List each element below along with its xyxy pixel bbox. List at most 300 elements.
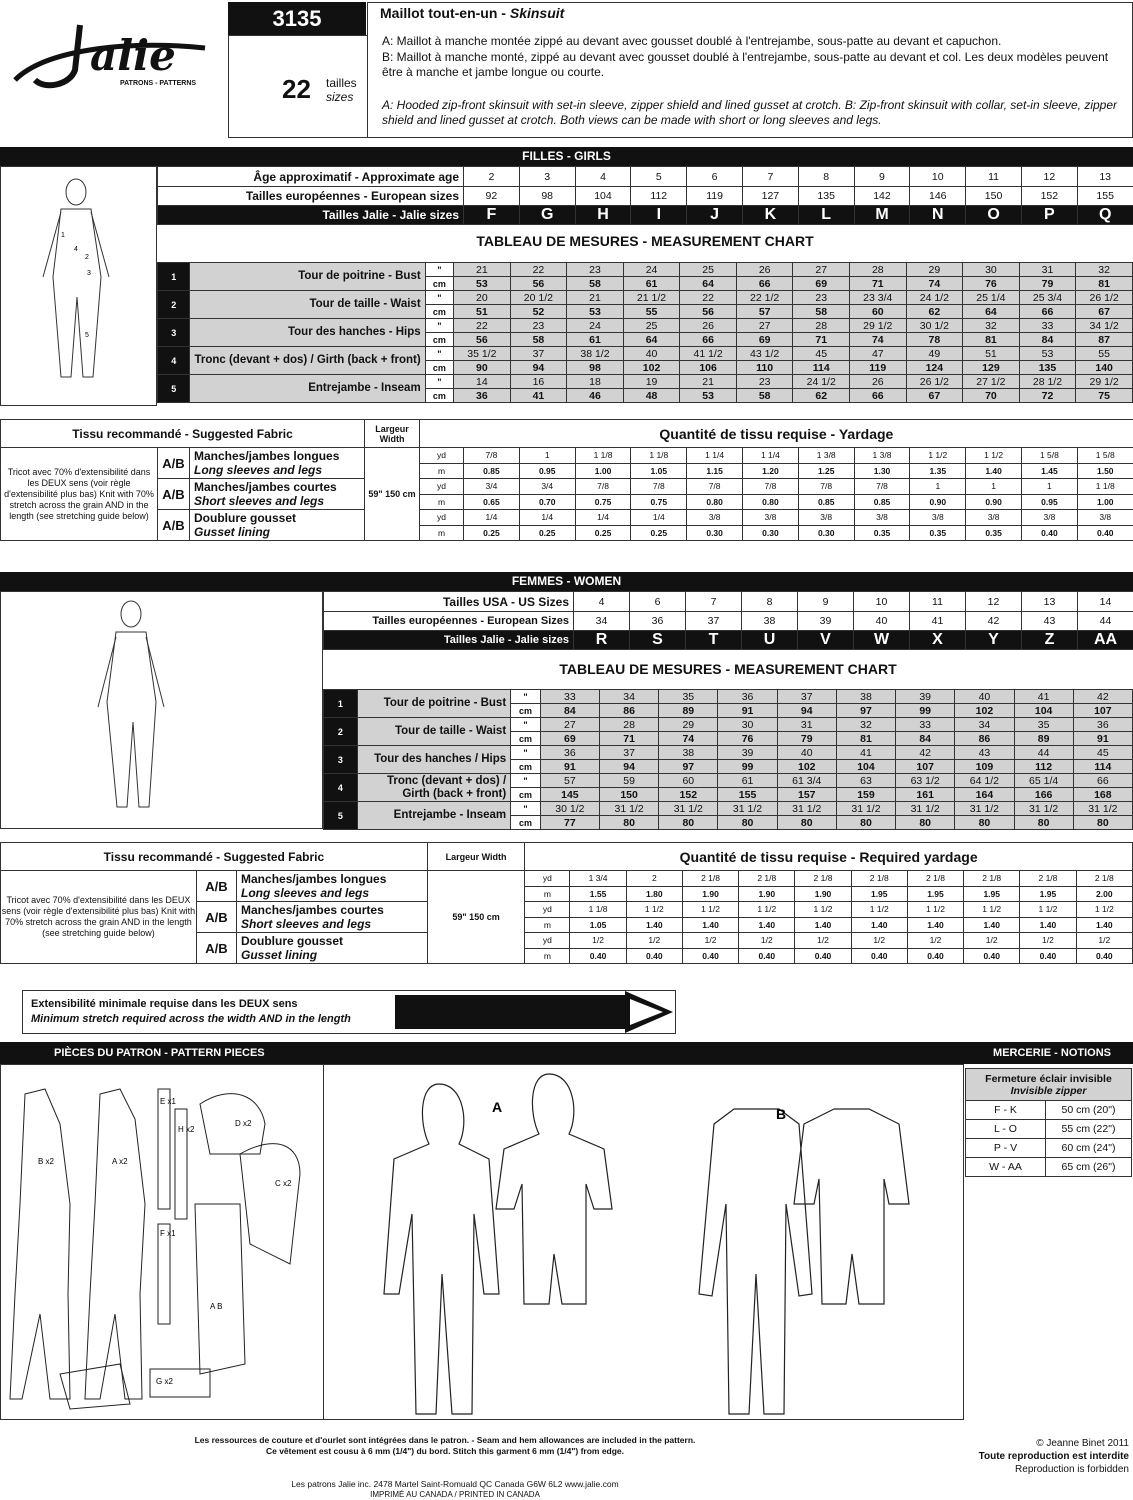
- yardage-cell: 0.30: [687, 525, 743, 541]
- measurement-cell: 53: [680, 389, 737, 403]
- measurement-label: Tour des hanches / Hips: [357, 746, 510, 774]
- piece-e-label: E x1: [160, 1097, 177, 1106]
- yardage-cell: 0.75: [631, 494, 687, 510]
- measurement-cell: 80: [659, 816, 718, 830]
- measurement-cell: 24 1/2: [906, 291, 963, 305]
- measurement-cell: 26: [850, 375, 907, 389]
- measurement-cell: 66: [736, 277, 793, 291]
- measurement-cell: 159: [836, 788, 895, 802]
- measurement-cell: 37: [510, 347, 567, 361]
- measurement-cell: 69: [793, 277, 850, 291]
- yardage-cell: 0.80: [743, 494, 799, 510]
- measurement-row: [158, 347, 1133, 361]
- unit-label: cm: [425, 361, 453, 375]
- measurement-cell: 38: [836, 690, 895, 704]
- measurement-cell: 58: [793, 305, 850, 319]
- suggested-fabric-title: Tissu recommandé - Suggested Fabric: [1, 420, 365, 448]
- measurement-cell: 23: [510, 319, 567, 333]
- measurement-row: [324, 746, 1133, 760]
- measurement-cell: 80: [1014, 816, 1073, 830]
- measurement-cell: 75: [1076, 389, 1133, 403]
- measurement-cell: 51: [963, 347, 1020, 361]
- measurement-cell: 71: [793, 333, 850, 347]
- yardage-cell: 1/2: [1020, 933, 1076, 949]
- measurement-cell: 18: [567, 375, 624, 389]
- row-number: 4: [324, 774, 358, 802]
- yardage-cell: 1/2: [964, 933, 1020, 949]
- yardage-cell: 0.40: [851, 948, 907, 964]
- unit-label: cm: [425, 389, 453, 403]
- title: [380, 5, 564, 21]
- girls-fabric-table: [0, 419, 1133, 541]
- yardage-cell: 1/2: [570, 933, 626, 949]
- yardage-cell: 3/8: [910, 510, 966, 526]
- measurement-cell: 25: [623, 319, 680, 333]
- width-label: Largeur Width: [427, 843, 524, 871]
- measurement-cell: 166: [1014, 788, 1073, 802]
- body-figure-icon: [1, 592, 322, 828]
- row-number: 5: [324, 802, 358, 830]
- measurement-cell: 38: [659, 746, 718, 760]
- yardage-cell: 1 1/4: [743, 448, 799, 464]
- unit-label: yd: [525, 871, 570, 887]
- measurement-cell: 135: [1019, 361, 1076, 375]
- svg-text:alie: alie: [90, 31, 176, 80]
- measurement-cell: 74: [850, 333, 907, 347]
- yardage-cell: 0.40: [1076, 948, 1132, 964]
- measurement-row: [158, 263, 1133, 277]
- unit-label: yd: [525, 902, 570, 918]
- measurement-cell: 34: [599, 690, 658, 704]
- row-number: 5: [158, 375, 190, 403]
- measurement-cell: 31: [1019, 263, 1076, 277]
- yardage-cell: 1/4: [631, 510, 687, 526]
- yardage-desc-en: Long sleeves and legs: [241, 886, 370, 900]
- measurement-cell: 102: [955, 704, 1014, 718]
- sizes-fr: tailles: [326, 76, 357, 90]
- measurement-cell: 42: [896, 746, 955, 760]
- yardage-cell: 1.40: [851, 917, 907, 933]
- yardage-cell: 7/8: [743, 479, 799, 495]
- yardage-desc: [237, 933, 428, 964]
- yardage-cell: 0.90: [910, 494, 966, 510]
- measurement-cell: 86: [955, 732, 1014, 746]
- measurement-cell: 84: [1019, 333, 1076, 347]
- yardage-cell: 0.40: [1077, 525, 1133, 541]
- yardage-cell: 0.40: [795, 948, 851, 964]
- measurement-cell: 41: [836, 746, 895, 760]
- view-label: A/B: [196, 933, 236, 964]
- measurement-cell: 31 1/2: [718, 802, 777, 816]
- measurement-cell: 62: [793, 389, 850, 403]
- measurement-cell: 80: [599, 816, 658, 830]
- women-bar: FEMMES - WOMEN: [0, 572, 1133, 591]
- measurement-cell: 71: [599, 732, 658, 746]
- yardage-cell: 2: [626, 871, 682, 887]
- unit-label: cm: [511, 816, 541, 830]
- yardage-cell: 2 1/8: [682, 871, 738, 887]
- knit-description: Tricot avec 70% d'extensibilité dans les DEUX sens (voir règle d'extensibilité plus bas) Knit with 70% stretch across the grain AND in the length (see stretching guide below): [1, 448, 158, 541]
- yardage-cell: 1.40: [907, 917, 963, 933]
- measurement-cell: 20: [454, 291, 511, 305]
- measurement-cell: 91: [1073, 732, 1132, 746]
- measurement-cell: 29 1/2: [850, 319, 907, 333]
- girls-measurement-table: [157, 262, 1133, 403]
- yardage-cell: 1.00: [1077, 494, 1133, 510]
- measurement-cell: 87: [1076, 333, 1133, 347]
- unit-label: ": [425, 319, 453, 333]
- measurement-cell: 21: [454, 263, 511, 277]
- measurement-cell: 80: [955, 816, 1014, 830]
- measurement-cell: 112: [1014, 760, 1073, 774]
- yardage-cell: 1.95: [1020, 886, 1076, 902]
- yardage-row: [1, 871, 1133, 887]
- yardage-cell: 1 5/8: [1077, 448, 1133, 464]
- unit-label: m: [525, 917, 570, 933]
- measurement-cell: 86: [599, 704, 658, 718]
- unit-label: cm: [425, 305, 453, 319]
- title-en: Skinsuit: [509, 5, 565, 21]
- measurement-label: Tour de taille - Waist: [190, 291, 425, 319]
- yardage-desc-en: Gusset lining: [241, 948, 318, 962]
- measurement-cell: 56: [680, 305, 737, 319]
- measurement-cell: 51: [454, 305, 511, 319]
- yardage-cell: 0.40: [964, 948, 1020, 964]
- row-number: 2: [158, 291, 190, 319]
- yardage-cell: 1 1/2: [739, 902, 795, 918]
- yardage-cell: 0.40: [626, 948, 682, 964]
- measurement-cell: 21: [567, 291, 624, 305]
- yardage-cell: 3/8: [1077, 510, 1133, 526]
- yardage-cell: 1.35: [910, 463, 966, 479]
- unit-label: m: [420, 525, 464, 541]
- yardage-cell: 3/8: [854, 510, 910, 526]
- measurement-cell: 41: [510, 389, 567, 403]
- unit-label: m: [420, 463, 464, 479]
- yardage-cell: 2 1/8: [964, 871, 1020, 887]
- measurement-cell: 40: [623, 347, 680, 361]
- yardage-cell: 1 1/4: [687, 448, 743, 464]
- pieces-bar: [0, 1042, 1133, 1064]
- notion-row: F - K 50 cm (20"): [966, 1101, 1132, 1120]
- yardage-cell: 1 1/2: [1076, 902, 1132, 918]
- yardage-desc-fr: Doublure gousset: [194, 511, 297, 525]
- yardage-cell: 7/8: [631, 479, 687, 495]
- measurement-cell: 57: [736, 305, 793, 319]
- measurement-cell: 31 1/2: [955, 802, 1014, 816]
- view-a-label: A: [492, 1099, 503, 1115]
- measurement-cell: 25: [680, 263, 737, 277]
- width-label: Largeur Width: [365, 420, 420, 448]
- stretch-guide: [22, 990, 676, 1034]
- notions-title-fr: Fermeture éclair invisible: [985, 1072, 1112, 1085]
- yardage-cell: 1.30: [854, 463, 910, 479]
- measurement-cell: 97: [659, 760, 718, 774]
- girls-bar: FILLES - GIRLS: [0, 147, 1133, 166]
- yardage-cell: 0.30: [798, 525, 854, 541]
- measurement-cell: 63 1/2: [896, 774, 955, 788]
- measurement-cell: 91: [718, 704, 777, 718]
- yardage-cell: 0.40: [1022, 525, 1078, 541]
- unit-label: ": [511, 774, 541, 788]
- women-figure: [0, 591, 323, 829]
- garment-views-diagram: [324, 1064, 964, 1420]
- unit-label: ": [511, 718, 541, 732]
- yardage-cell: 0.40: [1020, 948, 1076, 964]
- measurement-cell: 80: [718, 816, 777, 830]
- women-chart-title: TABLEAU DE MESURES - MEASUREMENT CHART: [559, 661, 897, 677]
- measurement-row: [158, 319, 1133, 333]
- measurement-cell: 40: [955, 690, 1014, 704]
- measurement-cell: 81: [963, 333, 1020, 347]
- yardage-cell: 1 3/8: [854, 448, 910, 464]
- yardage-cell: 0.85: [798, 494, 854, 510]
- yardage-cell: 1 1/2: [907, 902, 963, 918]
- unit-label: ": [511, 802, 541, 816]
- yardage-desc: [237, 902, 428, 933]
- yardage-cell: 0.35: [966, 525, 1022, 541]
- footer-stitch: Ce vêtement est cousu à 6 mm (1/4") du bord. Stitch this garment 6 mm (1/4") from edge.: [265, 1446, 625, 1456]
- unit-label: yd: [420, 510, 464, 526]
- measurement-cell: 107: [1073, 704, 1132, 718]
- unit-label: m: [525, 948, 570, 964]
- measurement-label: Tronc (devant + dos) / Girth (back + front): [357, 774, 510, 802]
- measurement-cell: 76: [963, 277, 1020, 291]
- stretch-arrow-icon: [395, 991, 675, 1033]
- yardage-cell: 1 5/8: [1022, 448, 1078, 464]
- piece-g-label: G x2: [156, 1377, 173, 1386]
- measurement-cell: 24 1/2: [793, 375, 850, 389]
- yardage-cell: 1.90: [795, 886, 851, 902]
- measurement-cell: 28: [793, 319, 850, 333]
- body-figure-icon: [1, 167, 156, 405]
- yardage-cell: 1: [519, 448, 575, 464]
- measurement-cell: 78: [906, 333, 963, 347]
- measurement-cell: 26: [736, 263, 793, 277]
- yardage-cell: 1.90: [739, 886, 795, 902]
- measurement-cell: 31: [777, 718, 836, 732]
- view-label: A/B: [196, 871, 236, 902]
- yardage-cell: 7/8: [854, 479, 910, 495]
- svg-text:3: 3: [87, 270, 91, 277]
- yardage-cell: 1/2: [907, 933, 963, 949]
- measurement-cell: 53: [567, 305, 624, 319]
- measurement-cell: 53: [454, 277, 511, 291]
- yardage-cell: 7/8: [575, 479, 631, 495]
- yardage-cell: 3/4: [464, 479, 520, 495]
- yardage-cell: 1.25: [798, 463, 854, 479]
- measurement-cell: 64 1/2: [955, 774, 1014, 788]
- pattern-pieces-diagram: [0, 1064, 323, 1420]
- measurement-label: Tour de taille - Waist: [357, 718, 510, 746]
- measurement-cell: 32: [1076, 263, 1133, 277]
- measurement-label: Tronc (devant + dos) / Girth (back + front): [190, 347, 425, 375]
- yardage-cell: 1/2: [1076, 933, 1132, 949]
- yardage-row: [1, 510, 1133, 526]
- measurement-cell: 60: [659, 774, 718, 788]
- yardage-cell: 0.90: [966, 494, 1022, 510]
- women-us-label: Tailles USA - US Sizes: [324, 592, 574, 612]
- sizes-count: 22: [282, 74, 311, 104]
- measurement-cell: 28: [599, 718, 658, 732]
- yardage-cell: 0.75: [575, 494, 631, 510]
- unit-label: yd: [420, 448, 464, 464]
- unit-label: m: [525, 886, 570, 902]
- yardage-cell: 0.65: [464, 494, 520, 510]
- unit-label: cm: [511, 732, 541, 746]
- measurement-cell: 41: [1014, 690, 1073, 704]
- measurement-cell: 43: [955, 746, 1014, 760]
- row-number: 2: [324, 718, 358, 746]
- measurement-cell: 27 1/2: [963, 375, 1020, 389]
- yardage-cell: 0.30: [743, 525, 799, 541]
- logo-subtitle: PATRONS - PATTERNS: [120, 80, 197, 87]
- yardage-cell: 0.35: [910, 525, 966, 541]
- yardage-cell: 7/8: [687, 479, 743, 495]
- measurement-cell: 145: [540, 788, 599, 802]
- yardage-cell: 1.40: [682, 917, 738, 933]
- row-number: 1: [324, 690, 358, 718]
- measurement-cell: 35 1/2: [454, 347, 511, 361]
- yardage-cell: 0.40: [682, 948, 738, 964]
- yardage-cell: 0.25: [631, 525, 687, 541]
- unit-label: cm: [511, 704, 541, 718]
- measurement-cell: 55: [1076, 347, 1133, 361]
- yardage-desc-en: Gusset lining: [194, 525, 271, 539]
- view-label: A/B: [158, 479, 190, 510]
- yardage-cell: 1/2: [795, 933, 851, 949]
- measurement-cell: 19: [623, 375, 680, 389]
- yardage-cell: 1.15: [687, 463, 743, 479]
- measurement-row: [324, 690, 1133, 704]
- measurement-cell: 42: [1073, 690, 1132, 704]
- measurement-cell: 25 1/4: [963, 291, 1020, 305]
- measurement-cell: 89: [659, 704, 718, 718]
- yardage-cell: 1/2: [626, 933, 682, 949]
- measurement-cell: 38 1/2: [567, 347, 624, 361]
- measurement-cell: 33: [540, 690, 599, 704]
- yardage-cell: 1 3/4: [570, 871, 626, 887]
- unit-label: ": [425, 375, 453, 389]
- yardage-cell: 2 1/8: [1020, 871, 1076, 887]
- piece-a-label: A x2: [112, 1157, 128, 1166]
- unit-label: yd: [525, 933, 570, 949]
- yardage-cell: 1 1/2: [1020, 902, 1076, 918]
- piece-b-label: B x2: [38, 1157, 55, 1166]
- measurement-cell: 58: [736, 389, 793, 403]
- measurement-row: [158, 375, 1133, 389]
- view-label: A/B: [158, 448, 190, 479]
- women-measurement-table: [323, 689, 1133, 830]
- measurement-cell: 157: [777, 788, 836, 802]
- measurement-cell: 46: [567, 389, 624, 403]
- measurement-cell: 76: [718, 732, 777, 746]
- desc-en: A: Hooded zip-front skinsuit with set-in sleeve, zipper shield and lined gusset at crotch. B: Zip-front skinsuit with collar, set-in sleeve, zipper shield and lined gusset at crotch. Both views can be made with short or long sleeves and legs.: [382, 98, 1118, 127]
- yardage-cell: 2 1/8: [1076, 871, 1132, 887]
- measurement-cell: 48: [623, 389, 680, 403]
- yardage-cell: 1/4: [575, 510, 631, 526]
- measurement-cell: 47: [850, 347, 907, 361]
- piece-c-label: C x2: [275, 1179, 292, 1188]
- desc-fr-a: A: Maillot à manche montée zippé au devant avec gousset doublé à l'entrejambe, sous-patte au devant et capuchon.: [382, 34, 1002, 48]
- measurement-cell: 99: [896, 704, 955, 718]
- measurement-cell: 31 1/2: [1014, 802, 1073, 816]
- measurement-cell: 71: [850, 277, 907, 291]
- measurement-cell: 64: [680, 277, 737, 291]
- row-number: 1: [158, 263, 190, 291]
- yardage-desc: [237, 871, 428, 902]
- measurement-cell: 104: [1014, 704, 1073, 718]
- svg-text:5: 5: [85, 332, 89, 339]
- measurement-cell: 55: [623, 305, 680, 319]
- measurement-cell: 31 1/2: [777, 802, 836, 816]
- piece-d-label: D x2: [235, 1119, 252, 1128]
- measurement-cell: 59: [599, 774, 658, 788]
- yardage-cell: 1.95: [851, 886, 907, 902]
- unit-label: cm: [425, 333, 453, 347]
- measurement-cell: 22: [454, 319, 511, 333]
- girls-jalie-label: Tailles Jalie - Jalie sizes: [158, 206, 464, 225]
- measurement-cell: 61 3/4: [777, 774, 836, 788]
- measurement-cell: 168: [1073, 788, 1132, 802]
- yardage-cell: 0.70: [519, 494, 575, 510]
- measurement-cell: 30: [718, 718, 777, 732]
- measurement-cell: 23 3/4: [850, 291, 907, 305]
- measurement-cell: 56: [454, 333, 511, 347]
- view-b-label: B: [776, 1106, 787, 1122]
- measurement-cell: 22: [680, 291, 737, 305]
- yardage-cell: 3/8: [798, 510, 854, 526]
- desc-fr-b: B: Maillot à manche monté, zippé au devant avec gousset doublé à l'entrejambe, sous-patte au devant et col. Les deux modèles peuvent être à manche et jambe longue ou courte.: [382, 50, 1109, 79]
- measurement-cell: 28 1/2: [1019, 375, 1076, 389]
- measurement-cell: 30 1/2: [906, 319, 963, 333]
- yardage-cell: 0.40: [570, 948, 626, 964]
- measurement-cell: 81: [836, 732, 895, 746]
- yardage-cell: 1.40: [626, 917, 682, 933]
- measurement-cell: 84: [896, 732, 955, 746]
- yardage-cell: 3/8: [743, 510, 799, 526]
- measurement-cell: 109: [955, 760, 1014, 774]
- girls-size-table: Âge approximatif - Approximate age 2 3 4 5 6 7 8 9 10 11 12 13 Tailles européennes - European sizes 92 98 104 112 119 127 135 142 146 150 152 155 Tailles Jalie - Jalie sizes F G H I J K L M N O P Q: [157, 166, 1133, 225]
- measurement-cell: 110: [736, 361, 793, 375]
- row-number: 4: [158, 347, 190, 375]
- notion-row: W - AA 65 cm (26"): [966, 1158, 1132, 1177]
- svg-text:2: 2: [85, 254, 89, 261]
- measurement-cell: 114: [793, 361, 850, 375]
- measurement-cell: 45: [793, 347, 850, 361]
- measurement-label: Tour de poitrine - Bust: [190, 263, 425, 291]
- yardage-desc-en: Short sleeves and legs: [194, 494, 325, 508]
- measurement-cell: 33: [896, 718, 955, 732]
- pieces-title: PIÈCES DU PATRON - PATTERN PIECES: [54, 1047, 265, 1059]
- measurement-cell: 69: [736, 333, 793, 347]
- measurement-cell: 56: [510, 277, 567, 291]
- measurement-row: [324, 802, 1133, 816]
- yardage-cell: 0.40: [907, 948, 963, 964]
- suggested-fabric-title: Tissu recommandé - Suggested Fabric: [1, 843, 428, 871]
- measurement-cell: 107: [896, 760, 955, 774]
- measurement-cell: 58: [567, 277, 624, 291]
- measurement-cell: 61: [718, 774, 777, 788]
- yardage-cell: 1.95: [964, 886, 1020, 902]
- measurement-cell: 21: [680, 375, 737, 389]
- yardage-cell: 3/4: [519, 479, 575, 495]
- measurement-cell: 119: [850, 361, 907, 375]
- yardage-cell: 1: [1022, 479, 1078, 495]
- girls-chart-title: TABLEAU DE MESURES - MEASUREMENT CHART: [476, 233, 814, 249]
- measurement-cell: 94: [599, 760, 658, 774]
- measurement-cell: 72: [1019, 389, 1076, 403]
